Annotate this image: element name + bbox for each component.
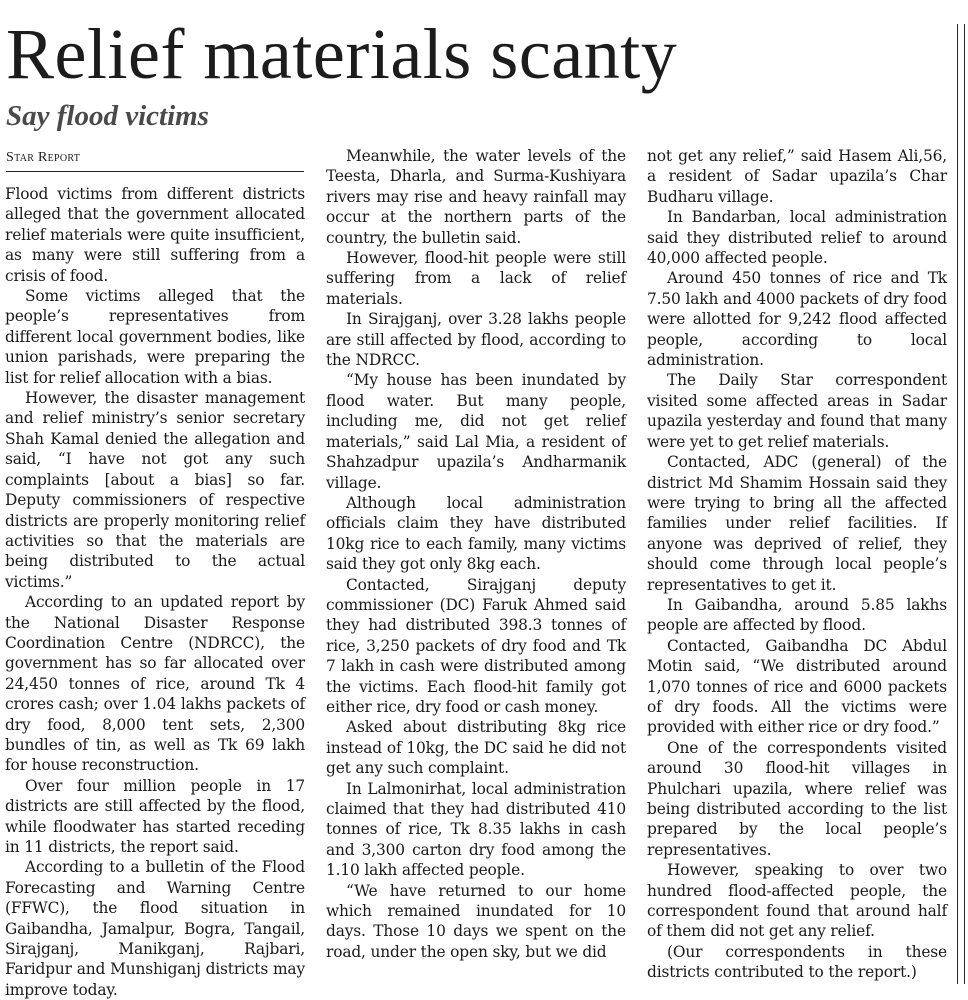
paragraph: However, flood-hit people were still suffering from a lack of relief materials. [326, 249, 626, 308]
paragraph: Around 450 tonnes of rice and Tk 7.50 lakh and 4000 packets of dry food were allotted for 9,242 flood affected people, according to local administration. [647, 269, 947, 370]
paragraph: Contacted, Gaibandha DC Abdul Motin said, “We distributed around 1,070 tonnes of rice and 6000 packets of dry foods. All the victims were provided with either rice or dry food.” [647, 636, 947, 737]
byline-rule [6, 171, 304, 172]
article-column-3 [647, 146, 947, 983]
paragraph: Although local administration officials claim they have distributed 10kg rice to each family, many victims said they got only 8kg each. [326, 493, 626, 574]
paragraph: Some victims alleged that the people’s representatives from different local government bodies, like union parishads, were preparing the list for relief allocation with a bias. [5, 287, 305, 387]
paragraph: Flood victims from different districts alleged that the government allocated relief materials were quite insufficient, as many were still suffering from a crisis of food. [5, 185, 305, 285]
paragraph: “We have returned to our home which remained inundated for 10 days. Those 10 days we spent on the road, under the open sky, but we did [326, 881, 626, 961]
column-rule [957, 24, 958, 984]
paragraph: However, speaking to over two hundred flood-affected people, the correspondent found that around half of them did not get any relief. [647, 861, 947, 941]
paragraph: Asked about distributing 8kg rice instead of 10kg, the DC said he did not get any such complaint. [326, 718, 626, 778]
article-column-1 [5, 184, 305, 1000]
paragraph: According to a bulletin of the Flood Forecasting and Warning Centre (FFWC), the flood situation in Gaibandha, Jamalpur, Bogra, Tangail, Sirajganj, Manikganj, Rajbari, Faridpur and Munshiganj districts may improve today. [5, 858, 305, 999]
column-rule [964, 24, 965, 984]
headline: Relief materials scanty [6, 14, 678, 94]
paragraph: In Gaibandha, around 5.85 lakhs people are affected by flood. [647, 595, 947, 635]
paragraph: (Our correspondents in these districts contributed to the report.) [647, 942, 947, 982]
subheadline: Say flood victims [6, 100, 209, 132]
paragraph: However, the disaster management and relief ministry’s senior secretary Shah Kamal denied the allegation and said, “I have not got any such complaints [about a bias] so far. Deputy commissioners of respective districts are properly monitoring relief activities so that the materials are being distributed to the actual victims.” [5, 389, 305, 591]
paragraph: not get any relief,” said Hasem Ali,56, a resident of Sadar upazila’s Char Budharu village. [647, 147, 947, 206]
paragraph: “My house has been inundated by flood water. But many people, including me, did not get relief materials,” said Lal Mia, a resident of Shahzadpur upazila’s Andharmanik village. [326, 371, 626, 492]
paragraph: One of the correspondents visited around 30 flood-hit villages in Phulchari upazila, where relief was being distributed according to the list prepared by the local people’s representatives. [647, 738, 947, 859]
paragraph: Contacted, ADC (general) of the district Md Shamim Hossain said they were trying to bring all the affected families under relief facilities. If anyone was deprived of relief, they should come through local people’s representatives to get it. [647, 453, 947, 594]
paragraph: Contacted, Sirajganj deputy commissioner (DC) Faruk Ahmed said they had distributed 398.3 tonnes of rice, 3,250 packets of dry food and Tk 7 lakh in cash were distributed among the victims. Each flood-hit family got either rice, dry food or cash money. [326, 575, 626, 716]
paragraph: Over four million people in 17 districts are still affected by the flood, while floodwater has started receding in 11 districts, the report said. [5, 776, 305, 856]
paragraph: The Daily Star correspondent visited some affected areas in Sadar upazila yesterday and found that many were yet to get relief materials. [647, 371, 947, 451]
article-column-2 [326, 146, 626, 962]
paragraph: In Lalmonirhat, local administration claimed that they had distributed 410 tonnes of rice, Tk 8.35 lakhs in cash and 3,300 carton dry food among the 1.10 lakh affected people. [326, 779, 626, 880]
byline: Star Report [6, 150, 81, 165]
paragraph: According to an updated report by the National Disaster Response Coordination Centre (NDRCC), the government has so far allocated over 24,450 tonnes of rice, around Tk 4 crores cash; over 1.04 lakhs packets of dry food, 8,000 tent sets, 2,300 bundles of tin, as well as Tk 69 lakh for house reconstruction. [5, 593, 305, 775]
paragraph: In Bandarban, local administration said they distributed relief to around 40,000 affected people. [647, 208, 947, 268]
paragraph: In Sirajganj, over 3.28 lakhs people are still affected by flood, according to the NDRCC. [326, 310, 626, 370]
paragraph: Meanwhile, the water levels of the Teesta, Dharla, and Surma-Kushiyara rivers may rise and heavy rainfall may occur at the northern parts of the country, the bulletin said. [326, 147, 626, 247]
